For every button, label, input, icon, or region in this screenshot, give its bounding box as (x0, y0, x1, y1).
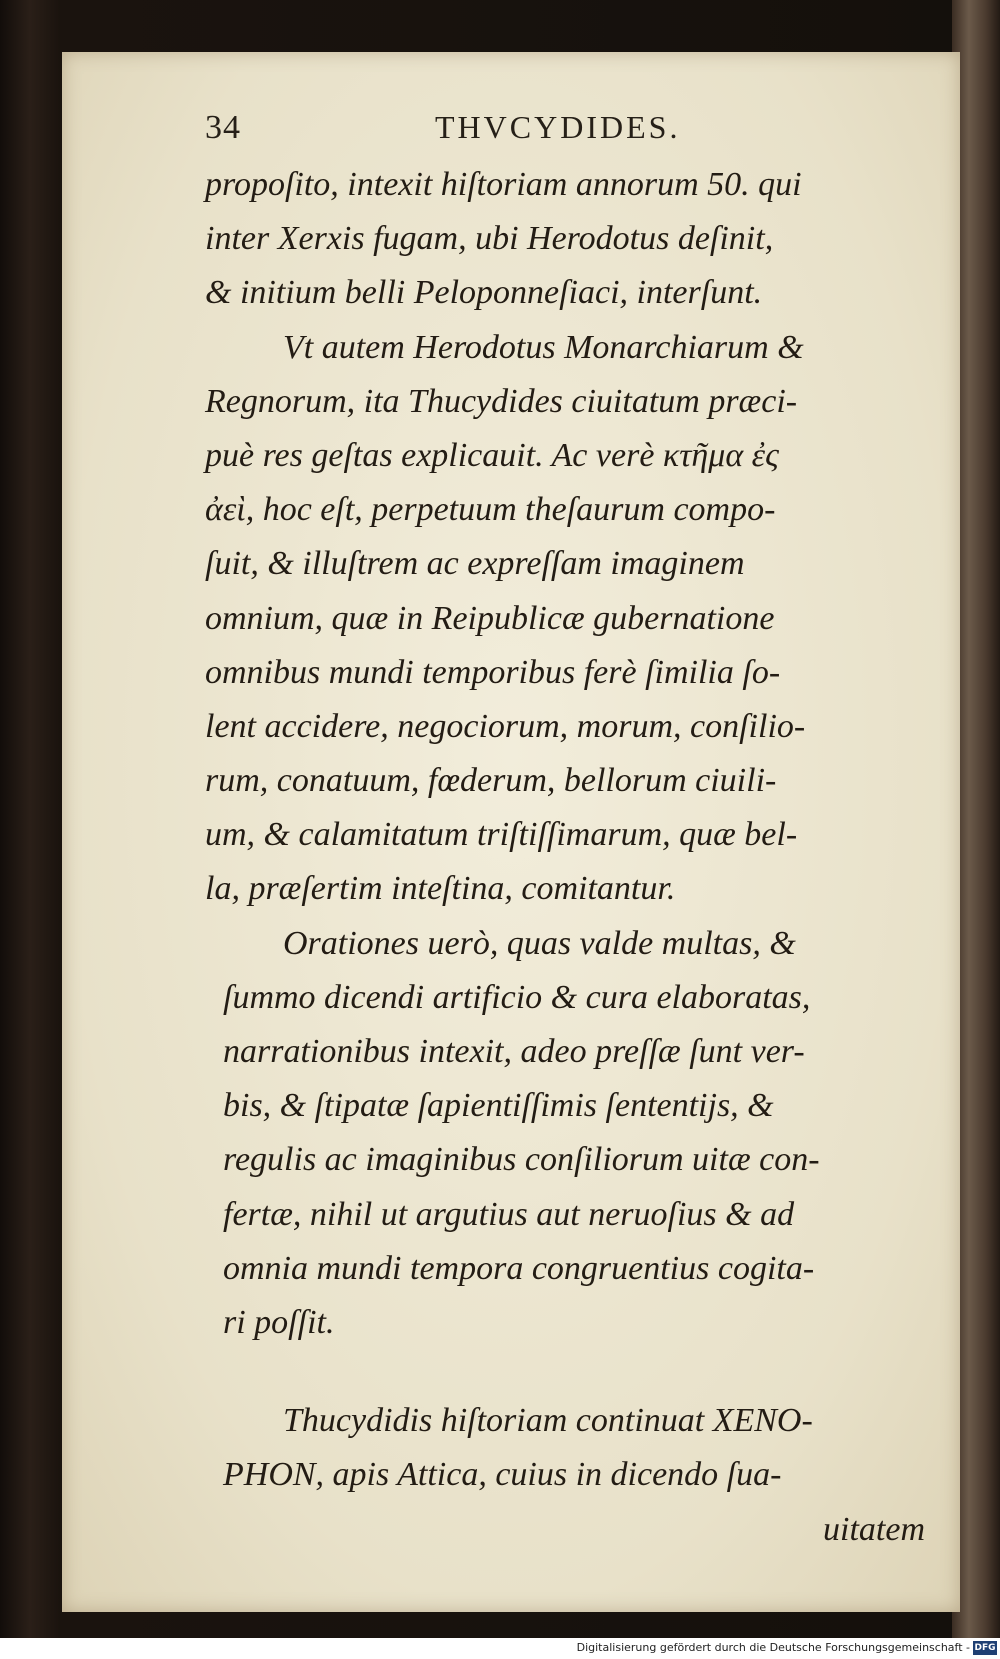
text-line: narrationibus intexit, adeo preſſæ ſunt ver- (223, 1033, 805, 1070)
text-line: omnium, quæ in Reipublicæ gubernatione (205, 599, 775, 637)
text-line: propoſito, intexit hiſtoriam annorum 50. qui (205, 166, 802, 203)
text-line: omnia mundi tempora congruentius cogita- (223, 1249, 815, 1287)
paragraph-gap (205, 1350, 925, 1394)
text-line: ri poſſit. (223, 1303, 335, 1341)
text-line: ſummo dicendi artificio & cura elaboratas, (223, 978, 811, 1016)
text-line: la, præſertim inteſtina, comitantur. (205, 870, 676, 908)
page-number: 34 (205, 109, 241, 146)
text-line: ſuit, & illuſtrem ac expreſſam imaginem (205, 545, 745, 583)
text-line: omnibus mundi temporibus ferè ſimilia ſo- (205, 653, 781, 691)
catchword: uitatem (823, 1510, 925, 1548)
running-title: THVCYDIDES. (435, 109, 681, 145)
text-line: puè res geſtas explicauit. Ac verè κτῆμα ἐς (205, 436, 779, 474)
footer-credit: Digitalisierung gefördert durch die Deutsche Forschungsgemeinschaft - (576, 1641, 970, 1654)
text-line: Vt autem Herodotus Monarchiarum & (283, 328, 804, 366)
text-line: Orationes uerò, quas valde multas, & (283, 924, 796, 962)
dfg-logo: DFG (974, 1643, 996, 1653)
text-line: Regnorum, ita Thucydides ciuitatum præci- (205, 382, 798, 420)
text-line: regulis ac imaginibus conſiliorum uitæ con- (223, 1141, 820, 1179)
text-line: inter Xerxis fugam, ubi Herodotus deſinit, (205, 220, 774, 258)
text-line: & initium belli Peloponneſiaci, interſunt. (205, 274, 763, 312)
text-line: Thucydidis hiſtoriam continuat XENO- (283, 1402, 813, 1440)
text-line: ἀεὶ, hoc eſt, perpetuum theſaurum compo- (205, 491, 776, 529)
text-line: rum, conatuum, fœderum, bellorum ciuili- (205, 762, 777, 800)
text-line: lent accidere, negociorum, morum, conſilio- (205, 707, 806, 745)
text-line: bis, & ſtipatæ ſapientiſſimis ſententijs, & (223, 1087, 774, 1125)
body-text (205, 158, 925, 1557)
digitization-footer (0, 1638, 1000, 1659)
text-line: um, & calamitatum triſtiſſimarum, quæ bel- (205, 816, 798, 854)
page-header (205, 105, 905, 155)
text-line: fertæ, nihil ut argutius aut neruoſius & ad (223, 1195, 795, 1233)
text-line: PHON, apis Attica, cuius in dicendo ſua- (223, 1456, 782, 1494)
